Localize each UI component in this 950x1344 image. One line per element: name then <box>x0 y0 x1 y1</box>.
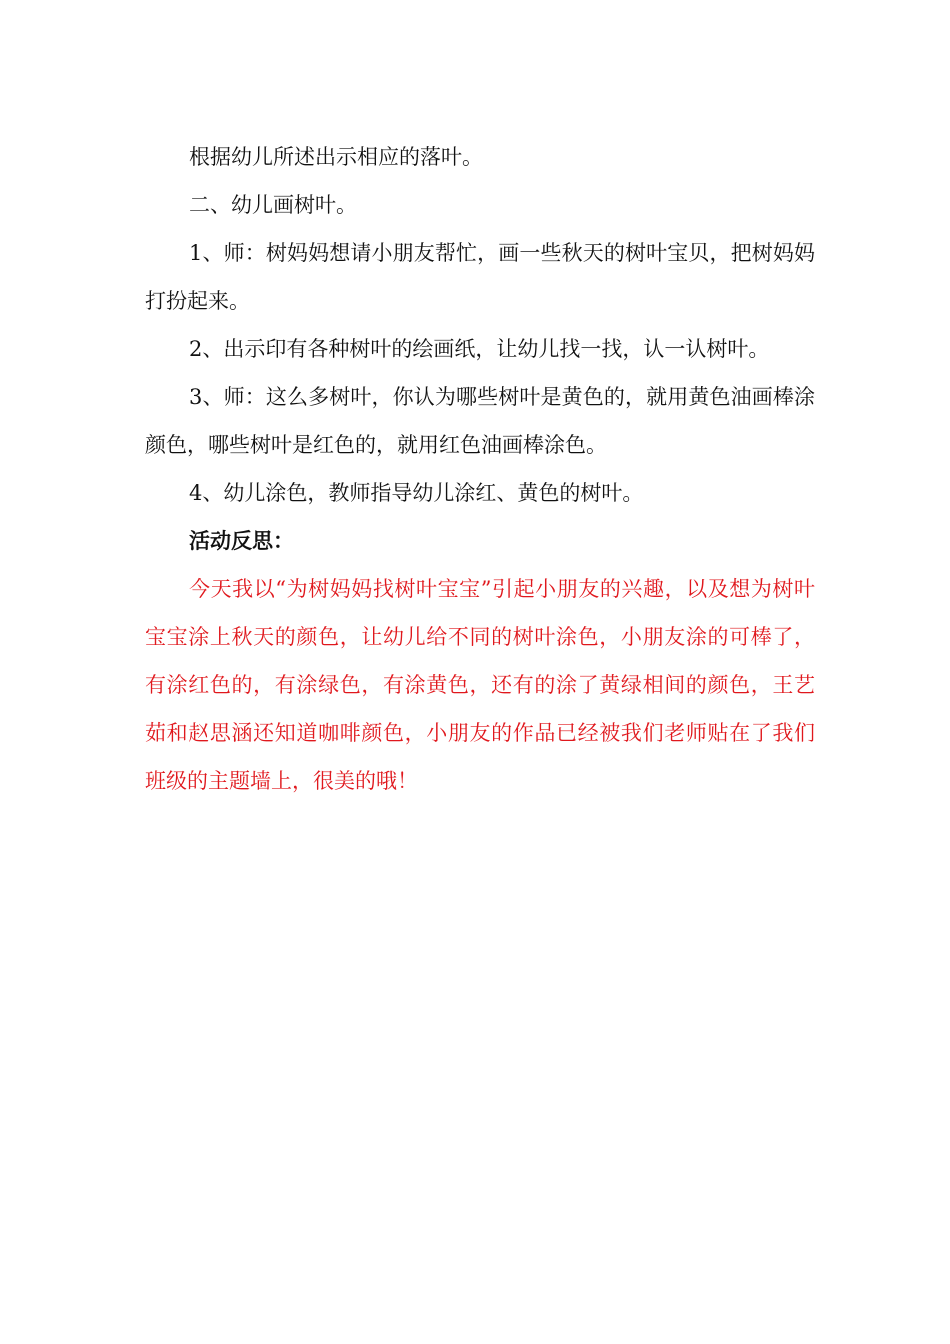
paragraph-falling-leaves: 根据幼儿所述出示相应的落叶。 <box>189 145 483 169</box>
step-4-paragraph: 4、幼儿涂色，教师指导幼儿涂红、黄色的树叶。 <box>189 481 644 505</box>
step-2-paragraph: 2、出示印有各种树叶的绘画纸，让幼儿找一找，认一认树叶。 <box>189 337 770 361</box>
reflection-paragraph: 今天我以“为树妈妈找树叶宝宝”引起小朋友的兴趣，以及想为树叶宝宝涂上秋天的颜色，让幼儿给不同的树叶涂色，小朋友涂的可棒了，有涂红色的，有涂绿色，有涂黄色，还有的涂了黄绿相间的颜色，王艺茹和赵思涵还知道咖啡颜色，小朋友的作品已经被我们老师贴在了我们班级的主题墙上，很美的哦！ <box>145 577 815 793</box>
reflection-heading: 活动反思： <box>189 529 294 553</box>
document-body <box>145 133 815 805</box>
section-heading-draw-leaves: 二、幼儿画树叶。 <box>189 193 357 217</box>
step-1-paragraph: 1、师：树妈妈想请小朋友帮忙，画一些秋天的树叶宝贝，把树妈妈打扮起来。 <box>145 241 815 313</box>
step-3-paragraph: 3、师：这么多树叶，你认为哪些树叶是黄色的，就用黄色油画棒涂颜色，哪些树叶是红色的，就用红色油画棒涂色。 <box>145 385 815 457</box>
